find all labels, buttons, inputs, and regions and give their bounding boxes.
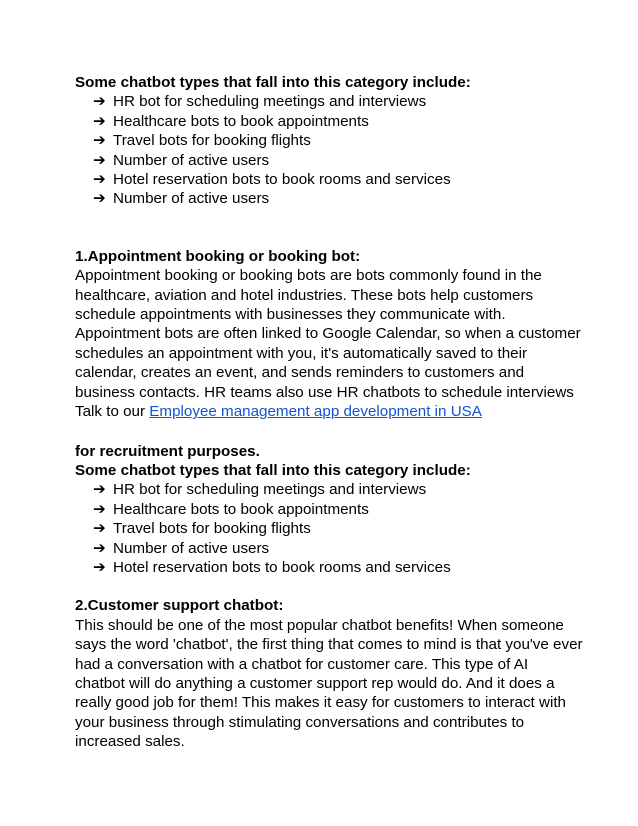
arrow-bullet-icon: ➔	[93, 112, 106, 130]
list-item: ➔ Number of active users	[93, 190, 270, 208]
section1-subheading: Some chatbot types that fall into this category include:	[75, 461, 471, 479]
list-item: ➔ Healthcare bots to book appointments	[93, 500, 369, 518]
arrow-bullet-icon: ➔	[93, 481, 106, 499]
arrow-bullet-icon: ➔	[93, 93, 106, 111]
paragraph-line: calendar, creates an event, and sends reminders to customers and	[75, 364, 525, 382]
section1-heading: 1.Appointment booking or booking bot:	[75, 247, 361, 265]
list-item: ➔ HR bot for scheduling meetings and interviews	[93, 481, 427, 499]
list-item: ➔ Hotel reservation bots to book rooms and services	[93, 558, 451, 576]
paragraph-line: increased sales.	[75, 733, 185, 751]
list-item: ➔ Travel bots for booking flights	[93, 132, 311, 150]
section2-heading: 2.Customer support chatbot:	[75, 597, 284, 615]
employee-app-link[interactable]: Employee management app development in USA	[149, 403, 482, 421]
paragraph-line: had a conversation with a chatbot for customer care. This type of AI	[75, 655, 529, 673]
arrow-bullet-icon: ➔	[93, 151, 106, 169]
arrow-bullet-icon: ➔	[93, 520, 106, 538]
paragraph-line: schedule appointments with businesses they communicate with.	[75, 306, 506, 324]
paragraph-line: chatbot will do anything a customer support rep would do. And it does a	[75, 674, 555, 692]
paragraph-line: says the word 'chatbot', the first thing that comes to mind is that you've ever	[75, 636, 583, 654]
list-item: ➔ Travel bots for booking flights	[93, 520, 311, 538]
section1-bullet-list	[75, 480, 595, 577]
talk-line: Talk to our Employee management app development in USA	[75, 403, 482, 421]
arrow-bullet-icon: ➔	[93, 171, 106, 189]
paragraph-line: This should be one of the most popular chatbot benefits! When someone	[75, 616, 564, 634]
paragraph-line: your business through stimulating conversations and contributes to	[75, 713, 525, 731]
paragraph-line: really good job for them! This makes it easy for customers to interact with	[75, 694, 566, 712]
list-item: ➔ Number of active users	[93, 539, 270, 557]
list-item: ➔ Hotel reservation bots to book rooms and services	[93, 171, 451, 189]
intro-bullet-list	[75, 92, 595, 208]
section1-after-link: for recruitment purposes.	[75, 442, 260, 460]
list-item: ➔ HR bot for scheduling meetings and interviews	[93, 93, 427, 111]
paragraph-line: schedules an appointment with you, it's automatically saved to their	[75, 344, 528, 362]
arrow-bullet-icon: ➔	[93, 500, 106, 518]
list-item: ➔ Number of active users	[93, 151, 270, 169]
paragraph-line: Appointment booking or booking bots are bots commonly found in the	[75, 267, 542, 285]
paragraph-line: healthcare, aviation and hotel industries. These bots help customers	[75, 286, 534, 304]
paragraph-line: Appointment bots are often linked to Google Calendar, so when a customer	[75, 325, 581, 343]
arrow-bullet-icon: ➔	[93, 190, 106, 208]
list-item: ➔ Healthcare bots to book appointments	[93, 112, 369, 130]
section2-body	[75, 616, 595, 752]
arrow-bullet-icon: ➔	[93, 558, 106, 576]
section1-body	[75, 266, 595, 421]
paragraph-line: business contacts. HR teams also use HR chatbots to schedule interviews	[75, 383, 574, 401]
document-page	[75, 73, 595, 752]
arrow-bullet-icon: ➔	[93, 132, 106, 150]
intro-heading: Some chatbot types that fall into this category include:	[75, 74, 471, 91]
arrow-bullet-icon: ➔	[93, 539, 106, 557]
